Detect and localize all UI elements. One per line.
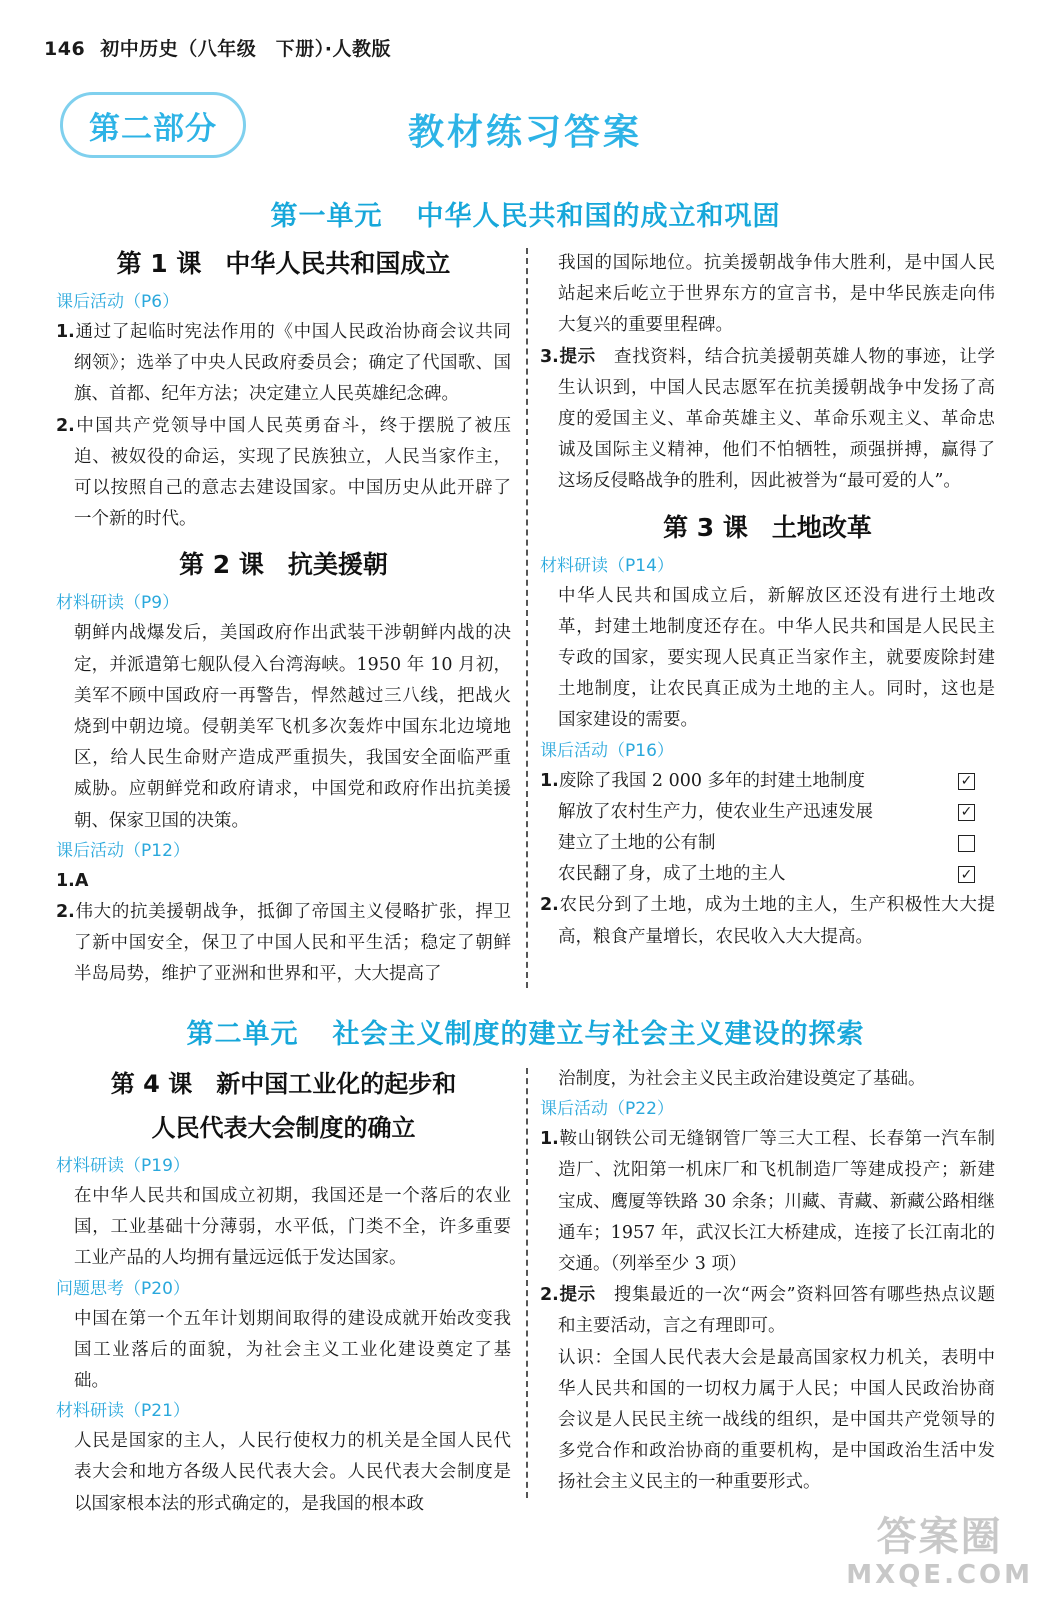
lesson1-heading bbox=[56, 242, 511, 286]
lesson4-heading-line1: 第 4 课 新中国工业化的起步和 bbox=[110, 1070, 457, 1098]
answer-item: 2.伟大的抗美援朝战争，抵御了帝国主义侵略扩张，捍卫了新中国安全，保卫了中国人民和平生活；稳定了朝鲜半岛局势，维护了亚洲和世界和平，大大提高了 bbox=[56, 902, 511, 985]
answer-text: 通过了起临时宪法作用的《中国人民政治协商会议共同纲领》；选举了中央人民政府委员会；确定了代国歌、国旗、首都、纪年方法；决定建立人民英雄纪念碑。 bbox=[74, 322, 511, 405]
unit1-title-text: 中华人民共和国的成立和巩固 bbox=[416, 201, 781, 232]
unit2-title bbox=[0, 1012, 1051, 1051]
answer-text: 查找资料，结合抗美援朝英雄人物的事迹，让学生认识到，中国人民志愿军在抗美援朝战争中发扬了高度的爱国主义、革命英雄主义、革命乐观主义、革命忠诚及国际主义精神，他们不怕牺牲，顽强拼搏，赢得了这场反侵略战争的胜利，因此被誉为“最可爱的人”。 bbox=[558, 346, 996, 492]
hint-label: 提示 bbox=[558, 1285, 596, 1306]
section-label: 问题思考（P20） bbox=[56, 1278, 190, 1299]
answer-choice: A bbox=[74, 870, 89, 891]
section-label: 材料研读（P14） bbox=[540, 555, 674, 576]
unit1-right-column bbox=[540, 248, 995, 953]
watermark-text-bottom: MXQE.COM bbox=[846, 1560, 1033, 1590]
unit2-title-text: 社会主义制度的建立与社会主义建设的探索 bbox=[332, 1019, 865, 1050]
answer-text: 搜集最近的一次“两会”资料回答有哪些热点议题和主要活动，言之有理即可。 bbox=[558, 1285, 996, 1337]
unit2-left-column bbox=[56, 1058, 511, 1520]
column-divider bbox=[526, 248, 528, 988]
answer-item: 3.提示 查找资料，结合抗美援朝英雄人物的事迹，让学生认识到，中国人民志愿军在抗美援朝战争中发扬了高度的爱国主义、革命英雄主义、革命乐观主义、革命忠诚及国际主义精神，他们不怕牺牲，顽强拼搏，赢得了这场反侵略战争的胜利，因此被誉为“最可爱的人”。 bbox=[540, 346, 996, 492]
lesson2-number: 第 2 课 bbox=[179, 550, 264, 580]
running-header bbox=[44, 34, 391, 61]
section-label: 课后活动（P16） bbox=[540, 740, 674, 761]
part-title: 教材练习答案 bbox=[407, 112, 642, 153]
checklist-row: 1.废除了我国 2 000 多年的封建土地制度 ✓ bbox=[540, 766, 995, 797]
checkbox-checked: ✓ bbox=[958, 804, 975, 821]
checkbox-checked: ✓ bbox=[958, 773, 975, 790]
checklist-text: 建立了土地的公有制 bbox=[558, 833, 716, 854]
section-label: 课后活动（P12） bbox=[56, 840, 190, 861]
checklist-row bbox=[540, 859, 995, 890]
answer-item: 1.A bbox=[56, 870, 89, 891]
material-paragraph: 中华人民共和国成立后，新解放区还没有进行土地改革，封建土地制度还存在。中华人民共和国是人民民主专政的国家，要实现人民真正当家作主，就要废除封建土地制度，让农民真正成为土地的主人。同时，这也是国家建设的需要。 bbox=[558, 585, 995, 731]
material-paragraph: 在中华人民共和国成立初期，我国还是一个落后的农业国，工业基础十分薄弱，水平低，门类不全，许多重要工业产品的人均拥有量远远低于发达国家。 bbox=[74, 1186, 511, 1269]
unit2-title-num: 第二单元 bbox=[186, 1019, 299, 1050]
checklist-text: 废除了我国 2 000 多年的封建土地制度 bbox=[558, 770, 866, 791]
continued-text: 我国的国际地位。抗美援朝战争伟大胜利，是中国人民站起来后屹立于世界东方的宣言书，是中华民族走向伟大复兴的重要里程碑。 bbox=[558, 253, 995, 336]
unit1-left-column bbox=[56, 238, 511, 991]
section-label: 课后活动（P6） bbox=[56, 292, 180, 312]
section-label: 材料研读（P19） bbox=[56, 1156, 190, 1176]
part-badge: 第二部分 bbox=[60, 92, 246, 158]
answer-item: 2.中国共产党领导中国人民英勇奋斗，终于摆脱了被压迫、被奴役的命运，实现了民族独立，人民当家作主，可以按照自己的意志去建设国家。中国历史从此开辟了一个新的时代。 bbox=[56, 415, 511, 530]
answer-item: 1.鞍山钢铁公司无缝钢管厂等三大工程、长春第一汽车制造厂、沈阳第一机床厂和飞机制造厂等建成投产；新建宝成、鹰厦等铁路 30 余条；川藏、青藏、新藏公路相继通车；1957 年，武汉长江大桥建成，连接了长江南北的交通。（列举至少 3 项） bbox=[540, 1129, 995, 1275]
answer-item: 2.提示 搜集最近的一次“两会”资料回答有哪些热点议题和主要活动，言之有理即可。 bbox=[540, 1285, 996, 1337]
material-paragraph: 人民是国家的主人，人民行使权力的机关是全国人民代表大会和地方各级人民代表大会。人民代表大会制度是以国家根本法的形式确定的，是我国的根本政 bbox=[74, 1431, 511, 1514]
material-paragraph: 中国在第一个五年计划期间取得的建设成就开始改变我国工业落后的面貌，为社会主义工业化建设奠定了基础。 bbox=[74, 1308, 511, 1392]
watermark-logo bbox=[846, 1514, 1033, 1590]
lesson3-number: 第 3 课 bbox=[663, 512, 748, 542]
material-paragraph: 朝鲜内战爆发后，美国政府作出武装干涉朝鲜内战的决定，并派遣第七舰队侵入台湾海峡。1950 年 10 月初，美军不顾中国政府一再警告，悍然越过三八线，把战火烧到中朝边境。侵朝美军飞机多次轰炸中国东北边境地区，给人民生命财产造成严重损失，我国安全面临严重威胁。应朝鲜党和政府请求，中国党和政府作出抗美援朝、保家卫国的决策。 bbox=[74, 623, 511, 831]
checkbox-checked: ✓ bbox=[958, 866, 975, 883]
continued-text: 认识：全国人民代表大会是最高国家权力机关，表明中华人民共和国的一切权力属于人民；中国人民政治协商会议是人民民主统一战线的组织，是中国共产党领导的多党合作和政治协商的重要机构，是中国政治生活中发扬社会主义民主的一种重要形式。 bbox=[558, 1347, 995, 1493]
answer-text: 伟大的抗美援朝战争，抵御了帝国主义侵略扩张，捍卫了新中国安全，保卫了中国人民和平生活；稳定了朝鲜半岛局势，维护了亚洲和世界和平，大大提高了 bbox=[74, 902, 511, 985]
unit2-right-column bbox=[540, 1064, 995, 1499]
checklist-text: 解放了农村生产力，使农业生产迅速发展 bbox=[558, 801, 873, 822]
checklist-text: 农民翻了身，成了土地的主人 bbox=[558, 864, 786, 885]
unit1-title-num: 第一单元 bbox=[270, 201, 383, 232]
book-title: 初中历史（八年级 下册）·人教版 bbox=[100, 38, 392, 60]
watermark-text-top: 答案圈 bbox=[876, 1514, 1003, 1560]
answer-item: 2.农民分到了土地，成为土地的主人，生产积极性大大提高，粮食产量增长，农民收入大大提高。 bbox=[540, 895, 995, 947]
lesson3-heading bbox=[540, 506, 995, 550]
column-divider bbox=[526, 1068, 528, 1498]
section-label: 材料研读（P9） bbox=[56, 593, 180, 614]
answer-text: 中国共产党领导中国人民英勇奋斗，终于摆脱了被压迫、被奴役的命运，实现了民族独立，人民当家作主，可以按照自己的意志去建设国家。中国历史从此开辟了一个新的时代。 bbox=[74, 415, 511, 530]
unit1-title bbox=[0, 194, 1051, 233]
section-label: 材料研读（P21） bbox=[56, 1401, 190, 1422]
continued-text: 治制度，为社会主义民主政治建设奠定了基础。 bbox=[558, 1069, 926, 1089]
lesson4-heading-line2: 人民代表大会制度的确立 bbox=[151, 1114, 416, 1142]
lesson1-title: 中华人民共和国成立 bbox=[225, 249, 451, 278]
checkbox-empty bbox=[958, 835, 975, 852]
hint-label: 提示 bbox=[558, 346, 596, 367]
checklist-row bbox=[540, 797, 995, 828]
lesson2-heading bbox=[56, 543, 511, 587]
lesson3-title: 土地改革 bbox=[771, 512, 872, 542]
page-number: 146 bbox=[44, 38, 86, 60]
checklist-row bbox=[540, 828, 995, 859]
lesson1-number: 第 1 课 bbox=[116, 249, 202, 278]
answer-item: 1.通过了起临时宪法作用的《中国人民政治协商会议共同纲领》；选举了中央人民政府委员会；确定了代国歌、国旗、首都、纪年方法；决定建立人民英雄纪念碑。 bbox=[56, 322, 511, 405]
answer-text: 农民分到了土地，成为土地的主人，生产积极性大大提高，粮食产量增长，农民收入大大提高。 bbox=[558, 895, 995, 947]
answer-text: 鞍山钢铁公司无缝钢管厂等三大工程、长春第一汽车制造厂、沈阳第一机床厂和飞机制造厂等建成投产；新建宝成、鹰厦等铁路 30 余条；川藏、青藏、新藏公路相继通车；1957 年，武汉长江大桥建成，连接了长江南北的交通。（列举至少 3 项） bbox=[558, 1129, 995, 1275]
section-label: 课后活动（P22） bbox=[540, 1099, 674, 1120]
lesson2-title: 抗美援朝 bbox=[287, 550, 388, 580]
